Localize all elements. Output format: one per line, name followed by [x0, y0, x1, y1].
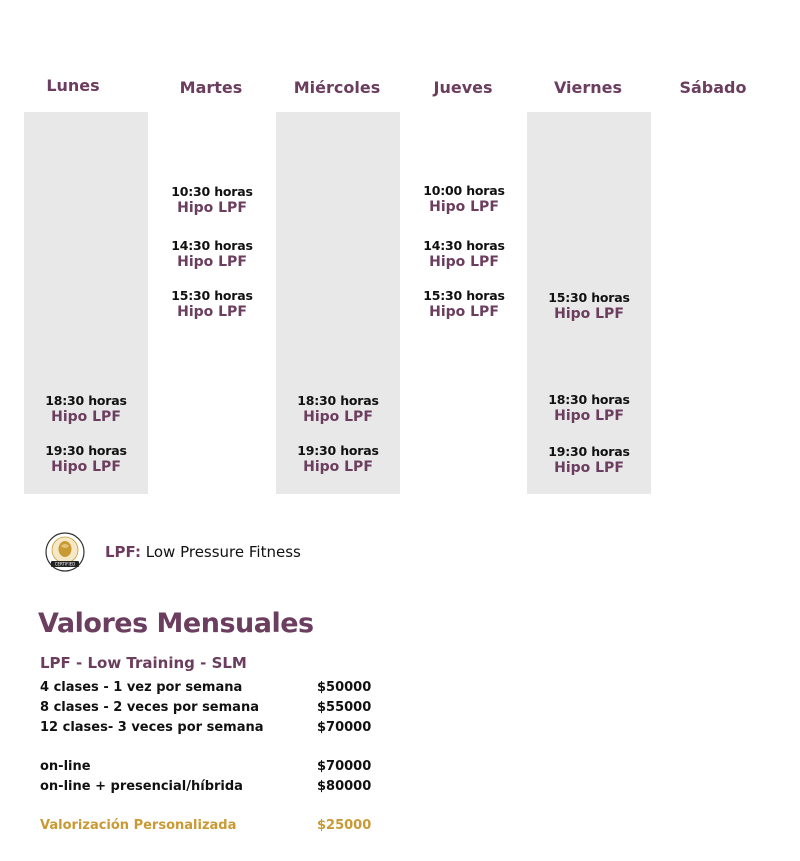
day-header-viernes: Viernes: [553, 78, 623, 97]
day-header-lunes: Lunes: [46, 76, 100, 95]
slot-time: 15:30 horas: [423, 288, 505, 303]
slot-class: Hipo LPF: [554, 408, 624, 424]
slot-time: 14:30 horas: [423, 238, 505, 253]
price-row: [40, 779, 380, 794]
slot-time: 18:30 horas: [548, 392, 630, 407]
schedule-slot: [150, 288, 274, 320]
slot-class: Hipo LPF: [177, 304, 247, 320]
legend-text: [105, 543, 301, 561]
schedule-slot: [527, 290, 651, 322]
day-header-martes: Martes: [179, 78, 243, 97]
price-label: 4 clases - 1 vez por semana: [40, 680, 243, 695]
schedule-slot: [527, 392, 651, 424]
certified-badge-icon: [45, 532, 85, 572]
slot-time: 15:30 horas: [548, 290, 630, 305]
price-value: $50000: [317, 680, 372, 695]
price-row-personalizada: [40, 818, 380, 833]
price-row: [40, 700, 380, 715]
slot-class: Hipo LPF: [177, 200, 247, 216]
legend: [45, 532, 301, 572]
slot-class: Hipo LPF: [51, 459, 121, 475]
price-label: on-line + presencial/híbrida: [40, 779, 243, 794]
legend-definition: Low Pressure Fitness: [145, 543, 301, 561]
schedule-slot: [24, 393, 148, 425]
price-label: on-line: [40, 759, 91, 774]
price-value: $55000: [317, 700, 372, 715]
slot-time: 10:00 horas: [423, 183, 505, 198]
schedule-slot: [276, 393, 400, 425]
slot-class: Hipo LPF: [51, 409, 121, 425]
price-value: $70000: [317, 720, 372, 735]
day-header-jueves: Jueves: [433, 78, 493, 97]
column-background-miercoles: [276, 112, 400, 494]
column-background-lunes: [24, 112, 148, 494]
slot-time: 18:30 horas: [45, 393, 127, 408]
pricing-title: Valores Mensuales: [38, 608, 314, 639]
schedule-slot: [402, 238, 526, 270]
schedule-slot: [150, 238, 274, 270]
slot-time: 10:30 horas: [171, 184, 253, 199]
slot-class: Hipo LPF: [429, 304, 499, 320]
price-value: $70000: [317, 759, 372, 774]
legend-abbreviation: LPF:: [105, 543, 141, 561]
slot-class: Hipo LPF: [429, 199, 499, 215]
schedule-slot: [276, 443, 400, 475]
pricing-subtitle: LPF - Low Training - SLM: [40, 654, 247, 672]
slot-class: Hipo LPF: [303, 459, 373, 475]
day-header-sabado: Sábado: [679, 78, 747, 97]
schedule-slot: [150, 184, 274, 216]
price-row: [40, 759, 380, 774]
slot-time: 14:30 horas: [171, 238, 253, 253]
slot-time: 19:30 horas: [297, 443, 379, 458]
schedule-slot: [527, 444, 651, 476]
price-row: [40, 680, 380, 695]
slot-time: 19:30 horas: [548, 444, 630, 459]
price-label: 8 clases - 2 veces por semana: [40, 700, 259, 715]
slot-time: 19:30 horas: [45, 443, 127, 458]
day-header-miercoles: Miércoles: [293, 78, 381, 97]
schedule-slot: [402, 288, 526, 320]
price-label: Valorización Personalizada: [40, 818, 237, 833]
slot-class: Hipo LPF: [554, 306, 624, 322]
schedule-slot: [402, 183, 526, 215]
slot-class: Hipo LPF: [303, 409, 373, 425]
schedule-slot: [24, 443, 148, 475]
badge-ribbon-text: CERTIFIED: [54, 561, 76, 567]
slot-class: Hipo LPF: [554, 460, 624, 476]
price-value: $25000: [317, 818, 372, 833]
price-row: [40, 720, 380, 735]
price-label: 12 clases- 3 veces por semana: [40, 720, 264, 735]
slot-class: Hipo LPF: [429, 254, 499, 270]
slot-time: 15:30 horas: [171, 288, 253, 303]
price-value: $80000: [317, 779, 372, 794]
slot-time: 18:30 horas: [297, 393, 379, 408]
slot-class: Hipo LPF: [177, 254, 247, 270]
